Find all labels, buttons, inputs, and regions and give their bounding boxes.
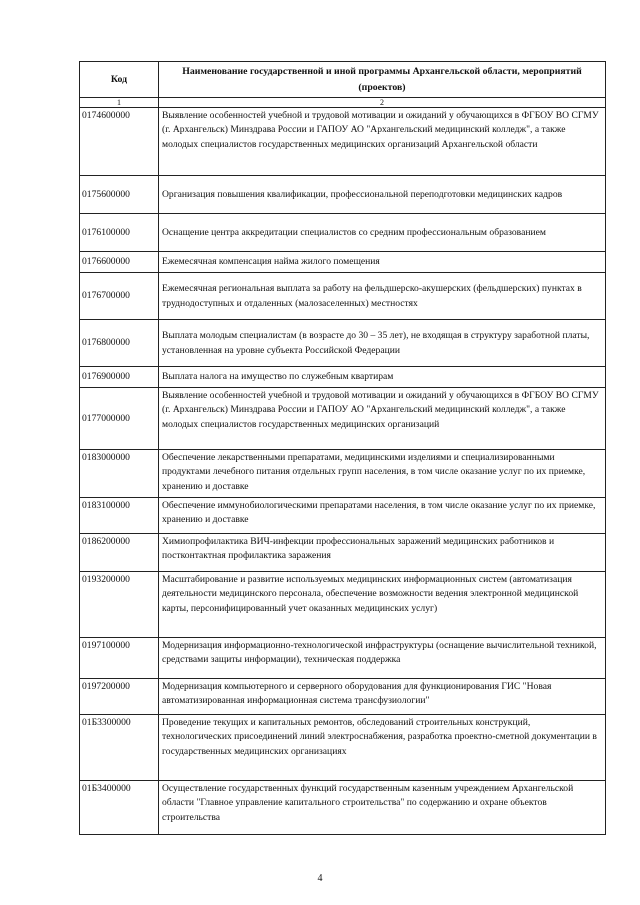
column-number-name: 2 (159, 98, 606, 108)
program-table (79, 61, 606, 835)
table-row (80, 176, 606, 214)
row-name: Химиопрофилактика ВИЧ-инфекции профессиональных заражений медицинских работников и постконтактная профилактика заражения (159, 534, 606, 572)
table-row (80, 367, 606, 388)
row-name: Модернизация компьютерного и серверного оборудования для функционирования ГИС "Новая автоматизированная информационная система трансфузиологии" (159, 679, 606, 715)
table-row (80, 534, 606, 572)
table-row (80, 252, 606, 273)
row-code: 0175600000 (80, 176, 159, 214)
row-name: Выявление особенностей учебной и трудовой мотивации и ожиданий у обучающихся в ФГБОУ ВО СГМУ (г. Архангельск) Минздрава России и ГАПОУ АО "Архангельский медицинский колледж", а также молодых специалистов государственных медицинских организаций Архангельской области (159, 108, 606, 176)
row-code: 0183100000 (80, 498, 159, 534)
row-code: 0176900000 (80, 367, 159, 388)
header-code: Код (80, 62, 159, 98)
row-name: Выплата молодым специалистам (в возрасте до 30 – 35 лет), не входящая в структуру заработной платы, установленная на уровне субъекта Российской Федерации (159, 320, 606, 367)
row-code: 0176800000 (80, 320, 159, 367)
row-code: 0183000000 (80, 450, 159, 498)
row-code: 0176100000 (80, 214, 159, 252)
row-code: 0193200000 (80, 572, 159, 638)
row-code: 0177000000 (80, 388, 159, 450)
column-numbering-row (80, 98, 606, 108)
table-row (80, 498, 606, 534)
table-row (80, 450, 606, 498)
table-row (80, 320, 606, 367)
table-row (80, 214, 606, 252)
row-name: Модернизация информационно-технологической инфраструктуры (оснащение вычислительной техникой, средствами защиты информации), техническая поддержка (159, 638, 606, 679)
row-code: 0197200000 (80, 679, 159, 715)
column-number-code: 1 (80, 98, 159, 108)
row-code: 01Б3400000 (80, 781, 159, 835)
table-header-row (80, 62, 606, 98)
table-row (80, 638, 606, 679)
header-name: Наименование государственной и иной программы Архангельской области, мероприятий (проектов) (159, 62, 606, 98)
row-code: 01Б3300000 (80, 715, 159, 781)
row-name: Выплата налога на имущество по служебным квартирам (159, 367, 606, 388)
row-code: 0176700000 (80, 273, 159, 320)
row-code: 0176600000 (80, 252, 159, 273)
table-row (80, 572, 606, 638)
page-number: 4 (317, 873, 323, 884)
table-row (80, 273, 606, 320)
row-name: Обеспечение лекарственными препаратами, медицинскими изделиями и специализированными продуктами лечебного питания отдельных групп населения, в том числе оказание услуг по их приемке, хранению и доставке (159, 450, 606, 498)
table-row (80, 108, 606, 176)
row-name: Обеспечение иммунобиологическими препаратами населения, в том числе оказание услуг по их приемке, хранению и доставке (159, 498, 606, 534)
row-name: Ежемесячная компенсация найма жилого помещения (159, 252, 606, 273)
row-code: 0174600000 (80, 108, 159, 176)
table-row (80, 679, 606, 715)
row-code: 0186200000 (80, 534, 159, 572)
row-name: Осуществление государственных функций государственным казенным учреждением Архангельской области "Главное управление капитального строительства" по содержанию и охране объектов строительства (159, 781, 606, 835)
row-name: Ежемесячная региональная выплата за работу на фельдшерско-акушерских (фельдшерских) пунктах в труднодоступных и отдаленных (малозаселенных) местностях (159, 273, 606, 320)
row-name: Масштабирование и развитие используемых медицинских информационных систем (автоматизация деятельности медицинского персонала, обеспечение возможности ведения электронной медицинской карты, персонифицированный учет оказанных медицинских услуг) (159, 572, 606, 638)
table-row (80, 715, 606, 781)
row-name: Проведение текущих и капитальных ремонтов, обследований строительных конструкций, технологических присоединений линий электроснабжения, разработка проектно-сметной документации в государственных медицинских организациях (159, 715, 606, 781)
row-code: 0197100000 (80, 638, 159, 679)
row-name: Выявление особенностей учебной и трудовой мотивации и ожиданий у обучающихся в ФГБОУ ВО СГМУ (г. Архангельск) Минздрава России и ГАПОУ АО "Архангельский медицинский колледж", а также молодых специалистов государственных медицинских организаций (159, 388, 606, 450)
table-row (80, 781, 606, 835)
table-row (80, 388, 606, 450)
row-name: Организация повышения квалификации, профессиональной переподготовки медицинских кадров (159, 176, 606, 214)
row-name: Оснащение центра аккредитации специалистов со средним профессиональным образованием (159, 214, 606, 252)
